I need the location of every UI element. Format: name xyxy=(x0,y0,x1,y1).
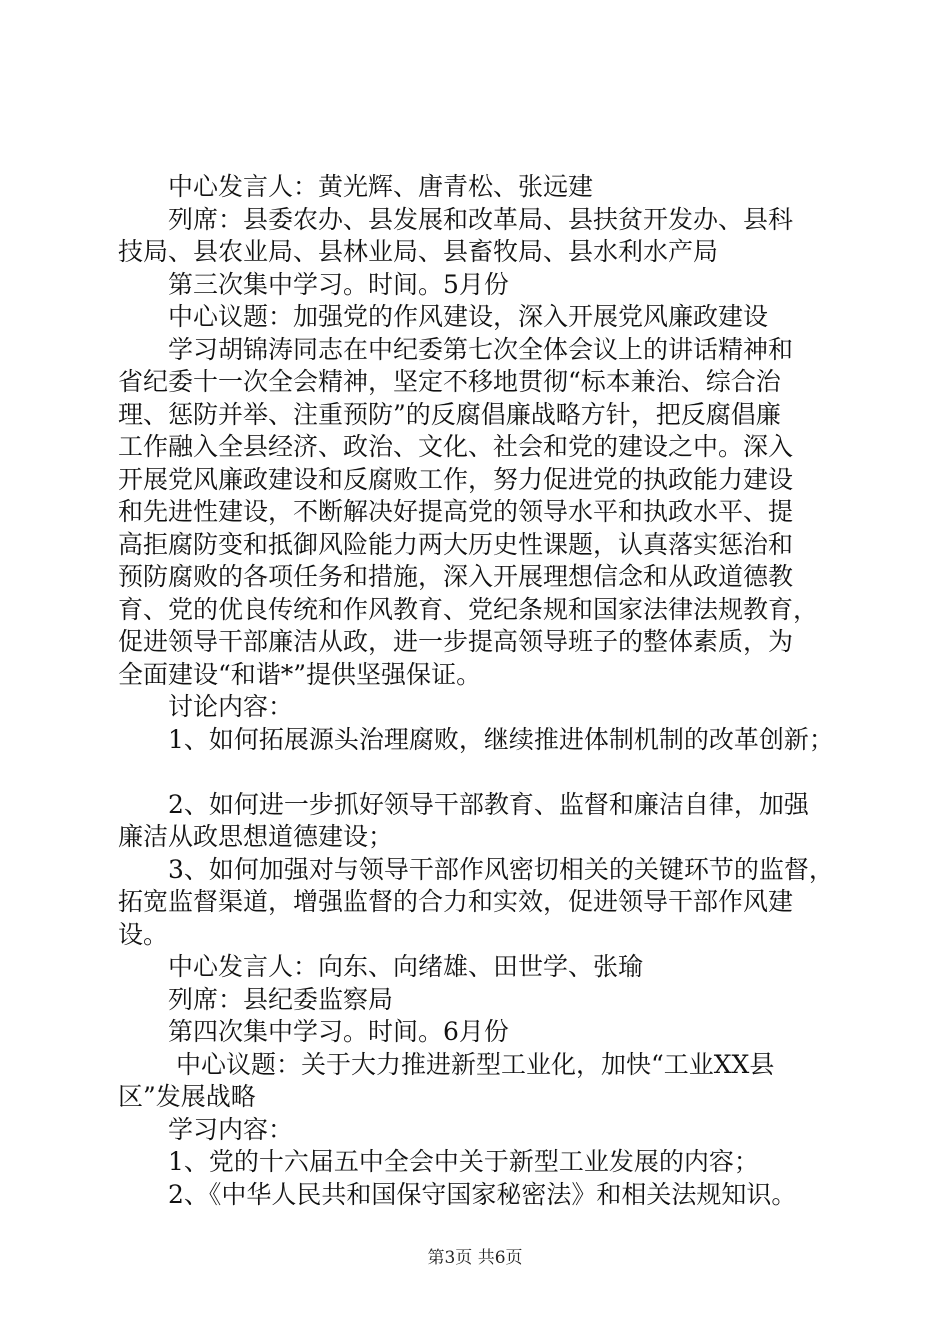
text-line: 学习内容： xyxy=(118,1114,294,1144)
text-line: 2、《中华人民共和国保守国家秘密法》和相关法规知识。 xyxy=(118,1179,797,1209)
blank-line xyxy=(118,756,834,789)
text-line: 拓宽监督渠道，增强监督的合力和实效，促进领导干部作风建 xyxy=(118,887,794,916)
text-line: 1、党的十六届五中全会中关于新型工业发展的内容； xyxy=(118,1147,759,1176)
text-line: 高拒腐防变和抵御风险能力两大历史性课题，认真落实惩治和 xyxy=(118,529,794,559)
text-line: 3、如何加强对与领导干部作风密切相关的关键环节的监督， xyxy=(118,854,834,884)
text-line: 工作融入全县经济、政治、文化、社会和党的建设之中。深入 xyxy=(118,432,794,461)
document-body xyxy=(118,171,834,1211)
text-line: 促进领导干部廉洁从政，进一步提高领导班子的整体素质，为 xyxy=(118,627,794,656)
text-line: 第三次集中学习。时间。5月份 xyxy=(118,269,509,299)
text-line: 第四次集中学习。时间。6月份 xyxy=(118,1017,509,1046)
text-line: 列席：县纪委监察局 xyxy=(118,984,394,1014)
text-line: 1、如何拓展源头治理腐败，继续推进体制机制的改革创新； xyxy=(118,724,834,754)
text-line: 中心议题：关于大力推进新型工业化，加快“工业XX县 xyxy=(118,1049,775,1079)
text-line: 中心议题：加强党的作风建设，深入开展党风廉政建设 xyxy=(118,302,769,331)
text-line: 2、如何进一步抓好领导干部教育、监督和廉洁自律，加强 xyxy=(118,789,809,819)
text-line: 学习胡锦涛同志在中纪委第七次全体会议上的讲话精神和 xyxy=(118,334,794,364)
text-line: 廉洁从政思想道德建设； xyxy=(118,822,394,851)
text-line: 设。 xyxy=(118,919,169,949)
text-line: 开展党风廉政建设和反腐败工作，努力促进党的执政能力建设 xyxy=(118,464,794,494)
text-line: 省纪委十一次全会精神，坚定不移地贯彻“标本兼治、综合治 xyxy=(118,367,781,396)
text-line: 区”发展战略 xyxy=(118,1082,256,1111)
text-line: 讨论内容： xyxy=(118,692,294,721)
text-line: 预防腐败的各项任务和措施，深入开展理想信念和从政道德教 xyxy=(118,562,794,591)
text-line: 列席：县委农办、县发展和改革局、县扶贫开发办、县科 xyxy=(118,204,794,234)
text-line: 和先进性建设，不断解决好提高党的领导水平和执政水平、提 xyxy=(118,497,794,526)
page-number-footer: 第3页 共6页 xyxy=(427,1248,523,1268)
text-line: 全面建设“和谐*”提供坚强保证。 xyxy=(118,659,482,689)
text-line: 育、党的优良传统和作风教育、党纪条规和国家法律法规教育， xyxy=(118,594,819,624)
text-line: 理、惩防并举、注重预防”的反腐倡廉战略方针，把反腐倡廉 xyxy=(118,399,781,429)
text-line: 中心发言人：黄光辉、唐青松、张远建 xyxy=(118,172,594,201)
text-line: 中心发言人：向东、向绪雄、田世学、张瑜 xyxy=(118,952,644,981)
text-line: 技局、县农业局、县林业局、县畜牧局、县水利水产局 xyxy=(118,237,719,266)
